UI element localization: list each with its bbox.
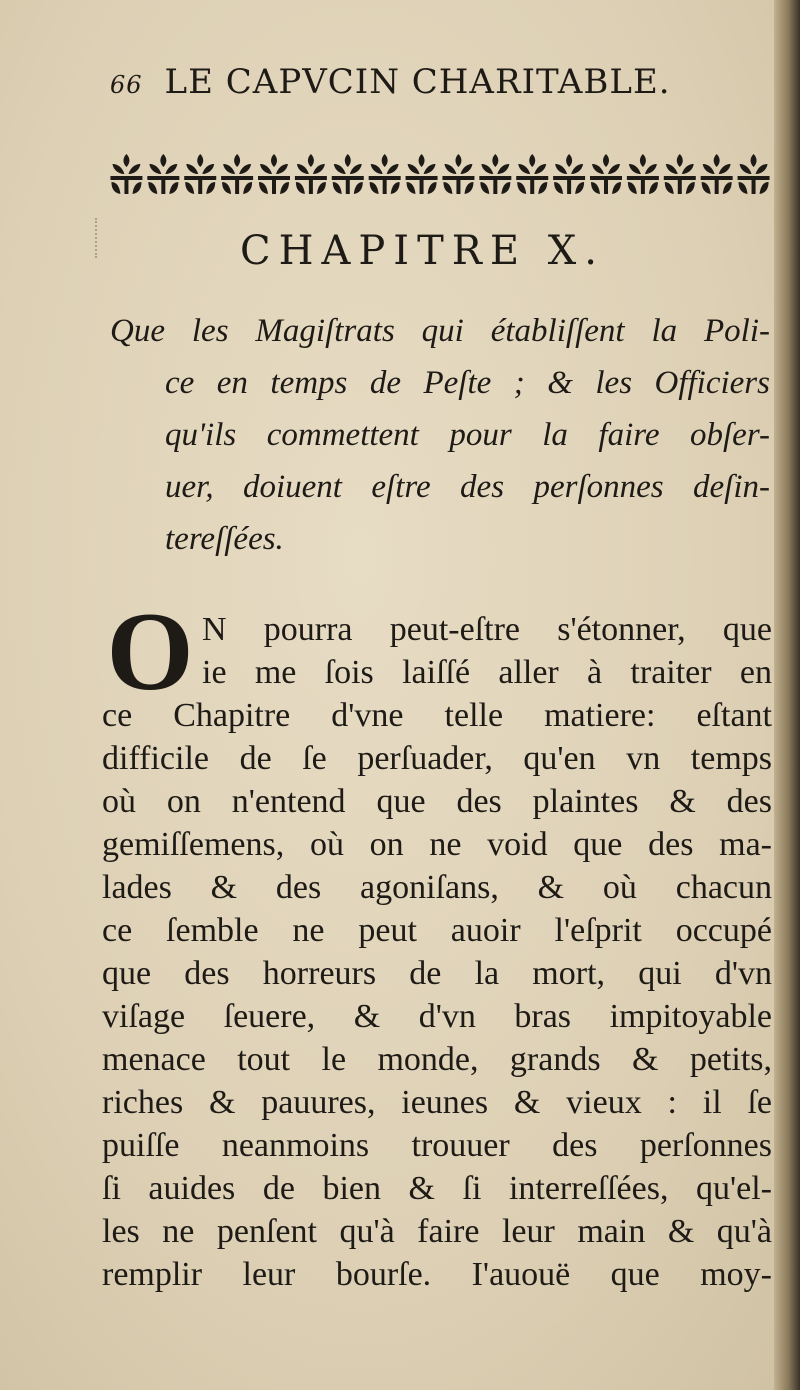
- chapter-summary: [110, 305, 770, 565]
- text-line: riches & pauures, ieunes & vieux : il ſe: [102, 1084, 772, 1121]
- text-line: difficile de ſe perſuader, qu'en vn temps: [102, 740, 772, 777]
- text-line: remplir leur bourſe. I'auouë que moy-: [102, 1256, 772, 1293]
- text-line: ce Chapitre d'vne telle matiere: eſtant: [102, 697, 772, 734]
- fleuron-icon: [627, 154, 659, 194]
- fleuron-icon: [110, 154, 142, 194]
- drop-cap: O: [106, 590, 194, 714]
- margin-mark: [95, 218, 103, 258]
- summary-line: qu'ils commettent pour la faire obſer-: [165, 417, 770, 453]
- text-line: que des horreurs de la mort, qui d'vn: [102, 955, 772, 992]
- text-line: viſage ſeuere, & d'vn bras impitoyable: [102, 998, 772, 1035]
- summary-line: tereſſées.: [165, 521, 284, 557]
- fleuron-icon: [369, 154, 401, 194]
- fleuron-icon: [406, 154, 438, 194]
- fleuron-icon: [221, 154, 253, 194]
- fleuron-icon: [479, 154, 511, 194]
- text-line: où on n'entend que des plaintes & des: [102, 783, 772, 820]
- text-line: ce ſemble ne peut auoir l'eſprit occupé: [102, 912, 772, 949]
- fleuron-icon: [516, 154, 548, 194]
- fleuron-icon: [664, 154, 696, 194]
- text-line: les ne penſent qu'à faire leur main & qu'à: [102, 1213, 772, 1250]
- fleuron-icon: [184, 154, 216, 194]
- text-line: ſi auides de bien & ſi interreſſées, qu'el-: [102, 1170, 772, 1207]
- text-line: gemiſſemens, où on ne void que des ma-: [102, 826, 772, 863]
- fleuron-icon: [258, 154, 290, 194]
- fleuron-icon: [738, 154, 770, 194]
- fleuron-icon: [553, 154, 585, 194]
- fleuron-icon: [590, 154, 622, 194]
- text-line: lades & des agoniſans, & où chacun: [102, 869, 772, 906]
- fleuron-icon: [701, 154, 733, 194]
- fleuron-icon: [147, 154, 179, 194]
- summary-line: uer, doiuent eſtre des perſonnes deſin-: [165, 469, 770, 505]
- summary-line: ce en temps de Peſte ; & les Officiers: [165, 365, 770, 401]
- fleuron-ornament-band: [108, 150, 772, 198]
- binding-gutter: [774, 0, 800, 1390]
- page-number: 66: [110, 71, 143, 99]
- text-line: ie me ſois laiſſé aller à traiter en: [202, 654, 772, 691]
- chapter-title: CHAPITRE X.: [240, 228, 605, 274]
- summary-line: Que les Magiſtrats qui établiſſent la Poli-: [110, 313, 770, 349]
- fleuron-icon: [332, 154, 364, 194]
- fleuron-icon: [442, 154, 474, 194]
- text-line: puiſſe neanmoins trouuer des perſonnes: [102, 1127, 772, 1164]
- running-head: [110, 62, 770, 112]
- running-title: LE CAPVCIN CHARITABLE.: [164, 62, 671, 102]
- body-text: [102, 608, 772, 1296]
- text-line: N pourra peut-eſtre s'étonner, que: [202, 611, 772, 648]
- text-line: menace tout le monde, grands & petits,: [102, 1041, 772, 1078]
- fleuron-icon: [295, 154, 327, 194]
